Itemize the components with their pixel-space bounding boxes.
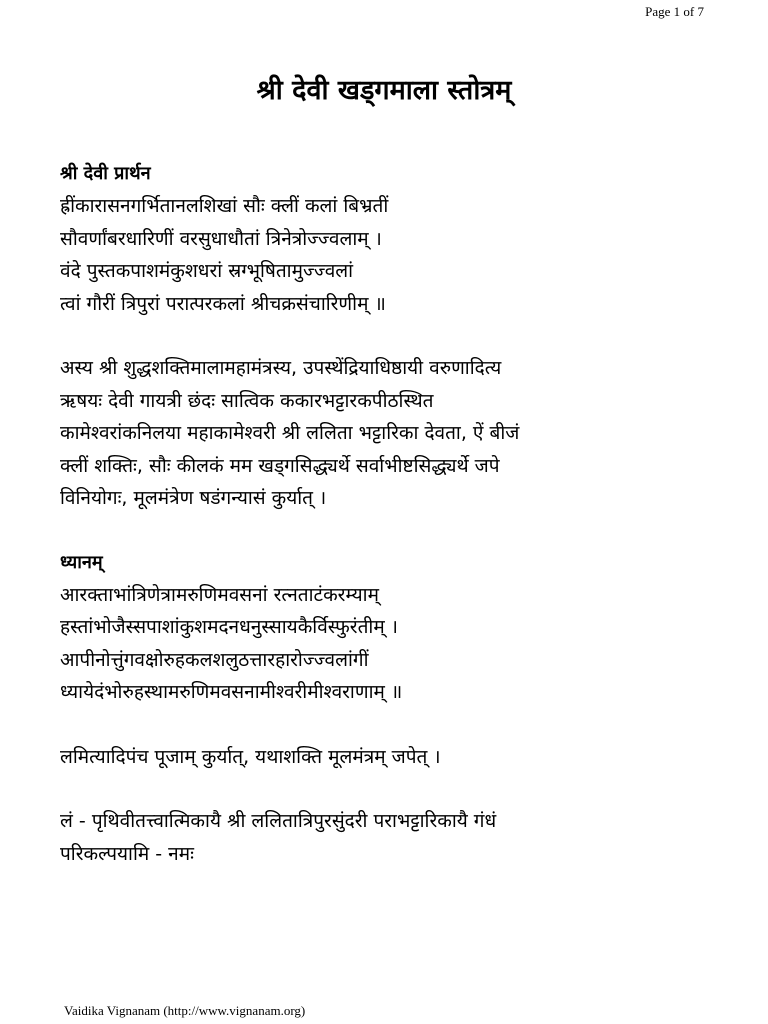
prarthana-line: ह्रींकारासनगर्भितानलशिखां सौः क्लीं कलां बिभ्रतीं (60, 195, 389, 217)
footer-credit: Vaidika Vignanam (http://www.vignanam.org) (64, 1003, 306, 1018)
viniyoga-line: अस्य श्री शुद्धशक्तिमालामहामंत्रस्य, उपस्थेंद्रियाधिष्ठायी वरुणादित्य (60, 357, 502, 379)
section-spacer (60, 515, 750, 547)
prarthana-line: सौवर्णांबरधारिणीं वरसुधाधौतां त्रिनेत्रोज्ज्वलाम् । (60, 227, 382, 250)
dhyanam-line: ध्यायेदंभोरुहस्थामरुणिमवसनामीश्वरीमीश्वराणाम् ॥ (60, 681, 403, 703)
viniyoga-line: कामेश्वरांकनिलया महाकामेश्वरी श्री ललिता भट्टारिका देवता, ऐं बीजं (60, 422, 520, 444)
puja-line: लमित्यादिपंच पूजाम् कुर्यात्, यथाशक्ति मूलमंत्रम् जपेत् । (60, 745, 441, 768)
dhyanam-line: हस्तांभोजैस्सपाशांकुशमदनधनुस्सायकैर्विस्फुरंतीम् । (60, 616, 398, 638)
prarthana-heading: श्री देवी प्रार्थन (60, 163, 151, 184)
dhyanam-line: आपीनोत्तुंगवक्षोरुहकलशलुठत्तारहारोज्ज्वलांगीं (60, 648, 369, 671)
page-indicator: Page 1 of 7 (645, 4, 704, 19)
page-title: श्री देवी खड्गमाला स्तोत्रम् (256, 75, 512, 106)
prarthana-line: वंदे पुस्तकपाशमंकुशधरां स्रग्भूषितामुज्ज्वलां (60, 260, 354, 282)
section-spacer (60, 320, 750, 352)
section-spacer (60, 709, 750, 741)
viniyoga-line: विनियोगः, मूलमंत्रेण षडंगन्यासं कुर्यात् । (60, 487, 327, 509)
document-body (60, 158, 750, 870)
prarthana-line: त्वां गौरीं त्रिपुरां परात्परकलां श्रीचक्रसंचारिणीम् ॥ (60, 292, 386, 315)
section-spacer (60, 773, 750, 805)
nyasa-line: लं - पृथिवीतत्त्वात्मिकायै श्री ललितात्रिपुरसुंदरी पराभट्टारिकायै गंधं (60, 810, 497, 832)
viniyoga-line: क्लीं शक्तिः, सौः कीलकं मम खड्गसिद्ध्यर्थे सर्वाभीष्टसिद्ध्यर्थे जपे (60, 454, 500, 477)
dhyanam-heading: ध्यानम् (60, 551, 103, 573)
viniyoga-line: ऋषयः देवी गायत्री छंदः सात्विक ककारभट्टारकपीठस्थित (60, 389, 434, 412)
dhyanam-line: आरक्ताभांत्रिणेत्रामरुणिमवसनां रत्नताटंकरम्याम् (60, 583, 379, 606)
nyasa-line: परिकल्पयामि - नमः (60, 842, 194, 865)
